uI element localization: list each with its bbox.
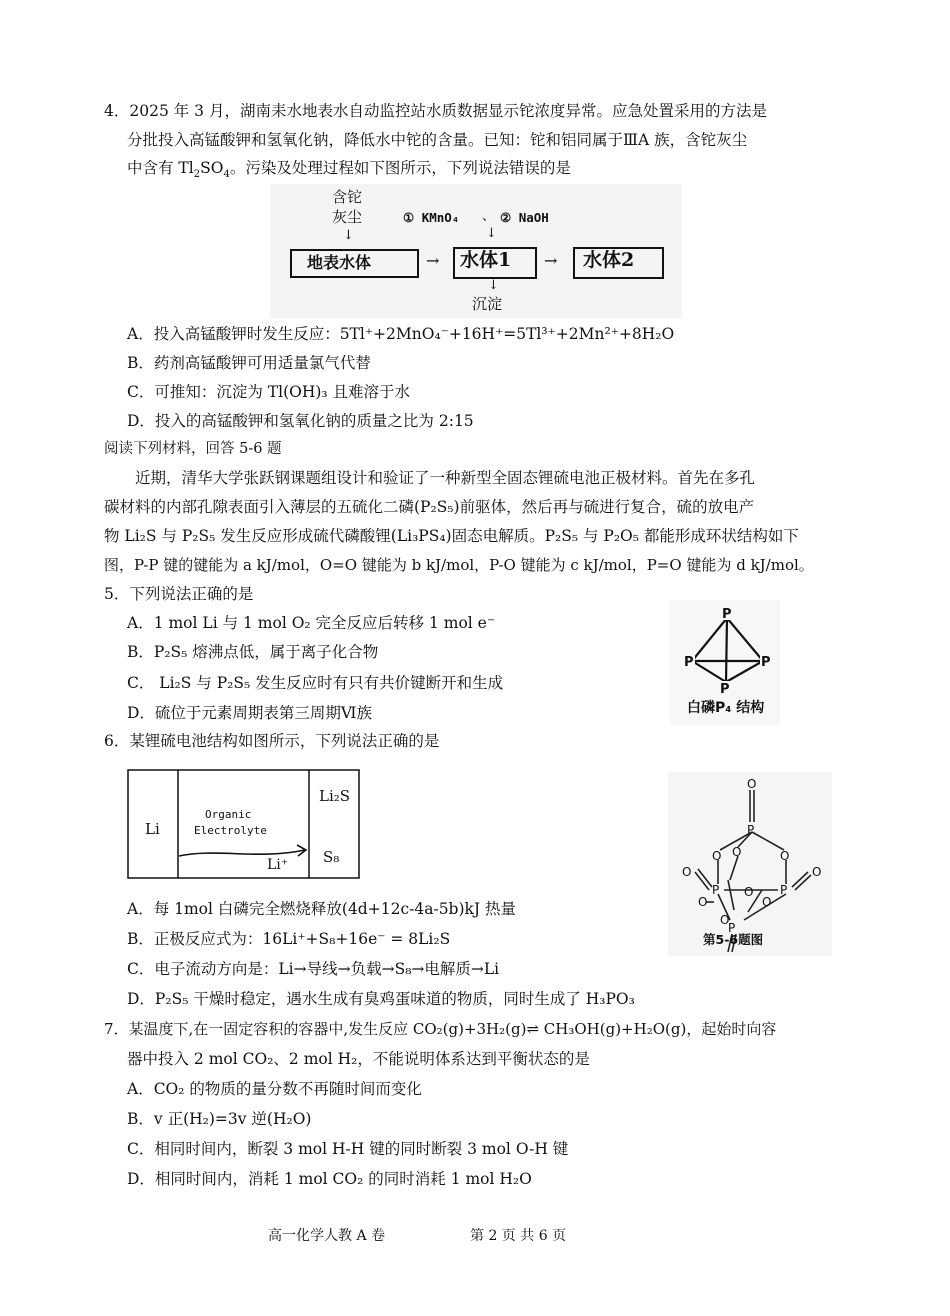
diagram-down-arrow-3: ↓ bbox=[488, 278, 499, 293]
p4o10-o-right-upper: O bbox=[780, 849, 790, 863]
diagram-arrow-1: → bbox=[426, 251, 440, 270]
battery-li2s-label: Li₂S bbox=[319, 787, 351, 805]
diagram-arrow-2: → bbox=[544, 251, 558, 270]
reading-p1: 近期，清华大学张跃钢课题组设计和验证了一种新型全固态锂硫电池正极材料。首先在多孔 bbox=[135, 469, 756, 487]
p4o10-p-left: P bbox=[712, 883, 720, 897]
diagram-dust-line2: 灰尘 bbox=[332, 208, 363, 226]
diagram-down-arrow-2: ↓ bbox=[486, 226, 497, 241]
q5-option-a: A．1 mol Li 与 1 mol O₂ 完全反应后转移 1 mol e⁻ bbox=[127, 614, 496, 632]
p4-atom-top: P bbox=[722, 607, 732, 622]
diagram-box-water1-label: 水体1 bbox=[460, 249, 512, 271]
reading-p4: 图，P-P 键的键能为 a kJ/mol，O=O 键能为 b kJ/mol，P-O 键能为 c kJ/mol，P=O 键能为 d kJ/mol。 bbox=[104, 556, 814, 574]
p4o10-o-top: O bbox=[747, 777, 757, 791]
q4-stem-line2: 分批投入高锰酸钾和氢氧化钠，降低水中铊的含量。已知：铊和铝同属于ⅢA 族，含铊灰尘 bbox=[127, 131, 748, 149]
q6-option-c: C．电子流动方向是：Li→导线→负载→S₈→电解质→Li bbox=[127, 960, 500, 978]
footer-page-number: 第 2 页 共 6 页 bbox=[470, 1228, 567, 1244]
p4o10-o-far-left: O bbox=[682, 865, 692, 879]
p4-atom-right: P bbox=[761, 655, 771, 670]
p4-caption: 白磷P₄ 结构 bbox=[687, 700, 765, 716]
q7-option-d: D．相同时间内，消耗 1 mol CO₂ 的同时消耗 1 mol H₂O bbox=[127, 1170, 532, 1188]
diagram-box-surface-water-label: 地表水体 bbox=[307, 253, 372, 272]
q6-option-b: B．正极反应式为：16Li⁺+S₈+16e⁻ = 8Li₂S bbox=[127, 930, 451, 948]
q5-option-d: D．硫位于元素周期表第三周期Ⅵ族 bbox=[127, 704, 373, 722]
diagram-box-water2-label: 水体2 bbox=[583, 249, 635, 271]
battery-li-ion-label: Li⁺ bbox=[267, 857, 289, 873]
q5-option-b: B．P₂S₅ 熔沸点低，属于离子化合物 bbox=[127, 643, 379, 661]
q7-option-a: A．CO₂ 的物质的量分数不再随时间而变化 bbox=[127, 1080, 422, 1098]
p4o10-o-lower-left: O bbox=[698, 895, 708, 909]
battery-electrolyte-label: Electrolyte bbox=[194, 824, 267, 837]
reading-title: 阅读下列材料，回答 5-6 题 bbox=[104, 441, 282, 457]
p4o10-p-right: P bbox=[780, 883, 788, 897]
p4o10-o-far-right: O bbox=[812, 865, 822, 879]
q7-option-c: C．相同时间内，断裂 3 mol H-H 键的同时断裂 3 mol O-H 键 bbox=[127, 1140, 569, 1158]
diagram-reagent-naoh: ② NaOH bbox=[500, 210, 549, 225]
battery-s8-label: S₈ bbox=[323, 848, 340, 866]
p4o10-p-bottom: P bbox=[728, 921, 736, 935]
battery-organic-label: Organic bbox=[205, 808, 252, 821]
p4o10-structure-svg bbox=[668, 772, 832, 956]
diagram-precipitate: 沉淀 bbox=[472, 295, 503, 313]
diagram-down-arrow-1: ↓ bbox=[343, 228, 354, 243]
p4o10-o-left-upper: O bbox=[712, 849, 722, 863]
diagram-reagent-kmno4: ① KMnO₄ bbox=[403, 210, 460, 225]
q4-option-a: A．投入高锰酸钾时发生反应：5Tl⁺+2MnO₄⁻+16H⁺=5Tl³⁺+2Mn²⁺+8H₂O bbox=[127, 325, 675, 343]
p4o10-o-lower-center: O bbox=[720, 913, 730, 927]
q6-option-d: D．P₂S₅ 干燥时稳定，遇水生成有臭鸡蛋味道的物质，同时生成了 H₃PO₃ bbox=[127, 990, 635, 1008]
q4-option-c: C．可推知：沉淀为 Tl(OH)₃ 且难溶于水 bbox=[127, 383, 411, 401]
q4-stem-line3: 中含有 $Tl_2SO_4$。污染及处理过程如下图所示，下列说法错误的是 bbox=[127, 159, 571, 181]
q6-stem: 6．某锂硫电池结构如图所示，下列说法正确的是 bbox=[104, 732, 440, 750]
q6-option-a: A．每 1mol 白磷完全燃烧释放(4d+12c-4a-5b)kJ 热量 bbox=[127, 900, 517, 918]
p4o10-o-center: O bbox=[732, 845, 742, 859]
p4o10-p-top: P bbox=[747, 823, 755, 837]
diagram-dot: 、 bbox=[482, 209, 496, 224]
p4-atom-bottom: P bbox=[720, 682, 730, 697]
q7-stem-line2: 器中投入 2 mol CO₂、2 mol H₂，不能说明体系达到平衡状态的是 bbox=[127, 1050, 590, 1068]
reading-p2: 碳材料的内部孔隙表面引入薄层的五硫化二磷(P₂S₅)前驱体，然后再与硫进行复合，硫的放电产 bbox=[104, 498, 755, 516]
q5-stem: 5．下列说法正确的是 bbox=[104, 585, 254, 603]
q7-option-b: B．v 正(H₂)=3v 逆(H₂O) bbox=[127, 1110, 312, 1128]
p4o10-o-lower-right: O bbox=[762, 895, 772, 909]
diagram-dust-line1: 含铊 bbox=[332, 188, 363, 206]
q7-stem-line1: 7．某温度下,在一固定容积的容器中,发生反应 CO₂(g)+3H₂(g)⇌ CH₃OH(g)+H₂O(g)，起始时向容 bbox=[104, 1020, 777, 1038]
p4-atom-left: P bbox=[684, 655, 694, 670]
q4-option-d: D．投入的高锰酸钾和氢氧化钠的质量之比为 2:15 bbox=[127, 412, 474, 430]
q5-option-c: C． Li₂S 与 P₂S₅ 发生反应时有只有共价键断开和生成 bbox=[127, 674, 504, 692]
p4o10-caption: 第5-6题图 bbox=[703, 932, 764, 947]
q4-stem-line1: 4．2025 年 3 月，湖南耒水地表水自动监控站水质数据显示铊浓度异常。应急处置采用的方法是 bbox=[104, 102, 767, 120]
footer-course: 高一化学人教 A 卷 bbox=[268, 1228, 386, 1244]
p4o10-o-mid: O bbox=[744, 885, 754, 899]
battery-li-label: Li bbox=[145, 820, 160, 838]
reading-p3: 物 Li₂S 与 P₂S₅ 发生反应形成硫代磷酸锂(Li₃PS₄)固态电解质。P₂S₅ 与 P₂O₅ 都能形成环状结构如下 bbox=[104, 527, 799, 545]
q4-option-b: B．药剂高锰酸钾可用适量氯气代替 bbox=[127, 354, 371, 372]
